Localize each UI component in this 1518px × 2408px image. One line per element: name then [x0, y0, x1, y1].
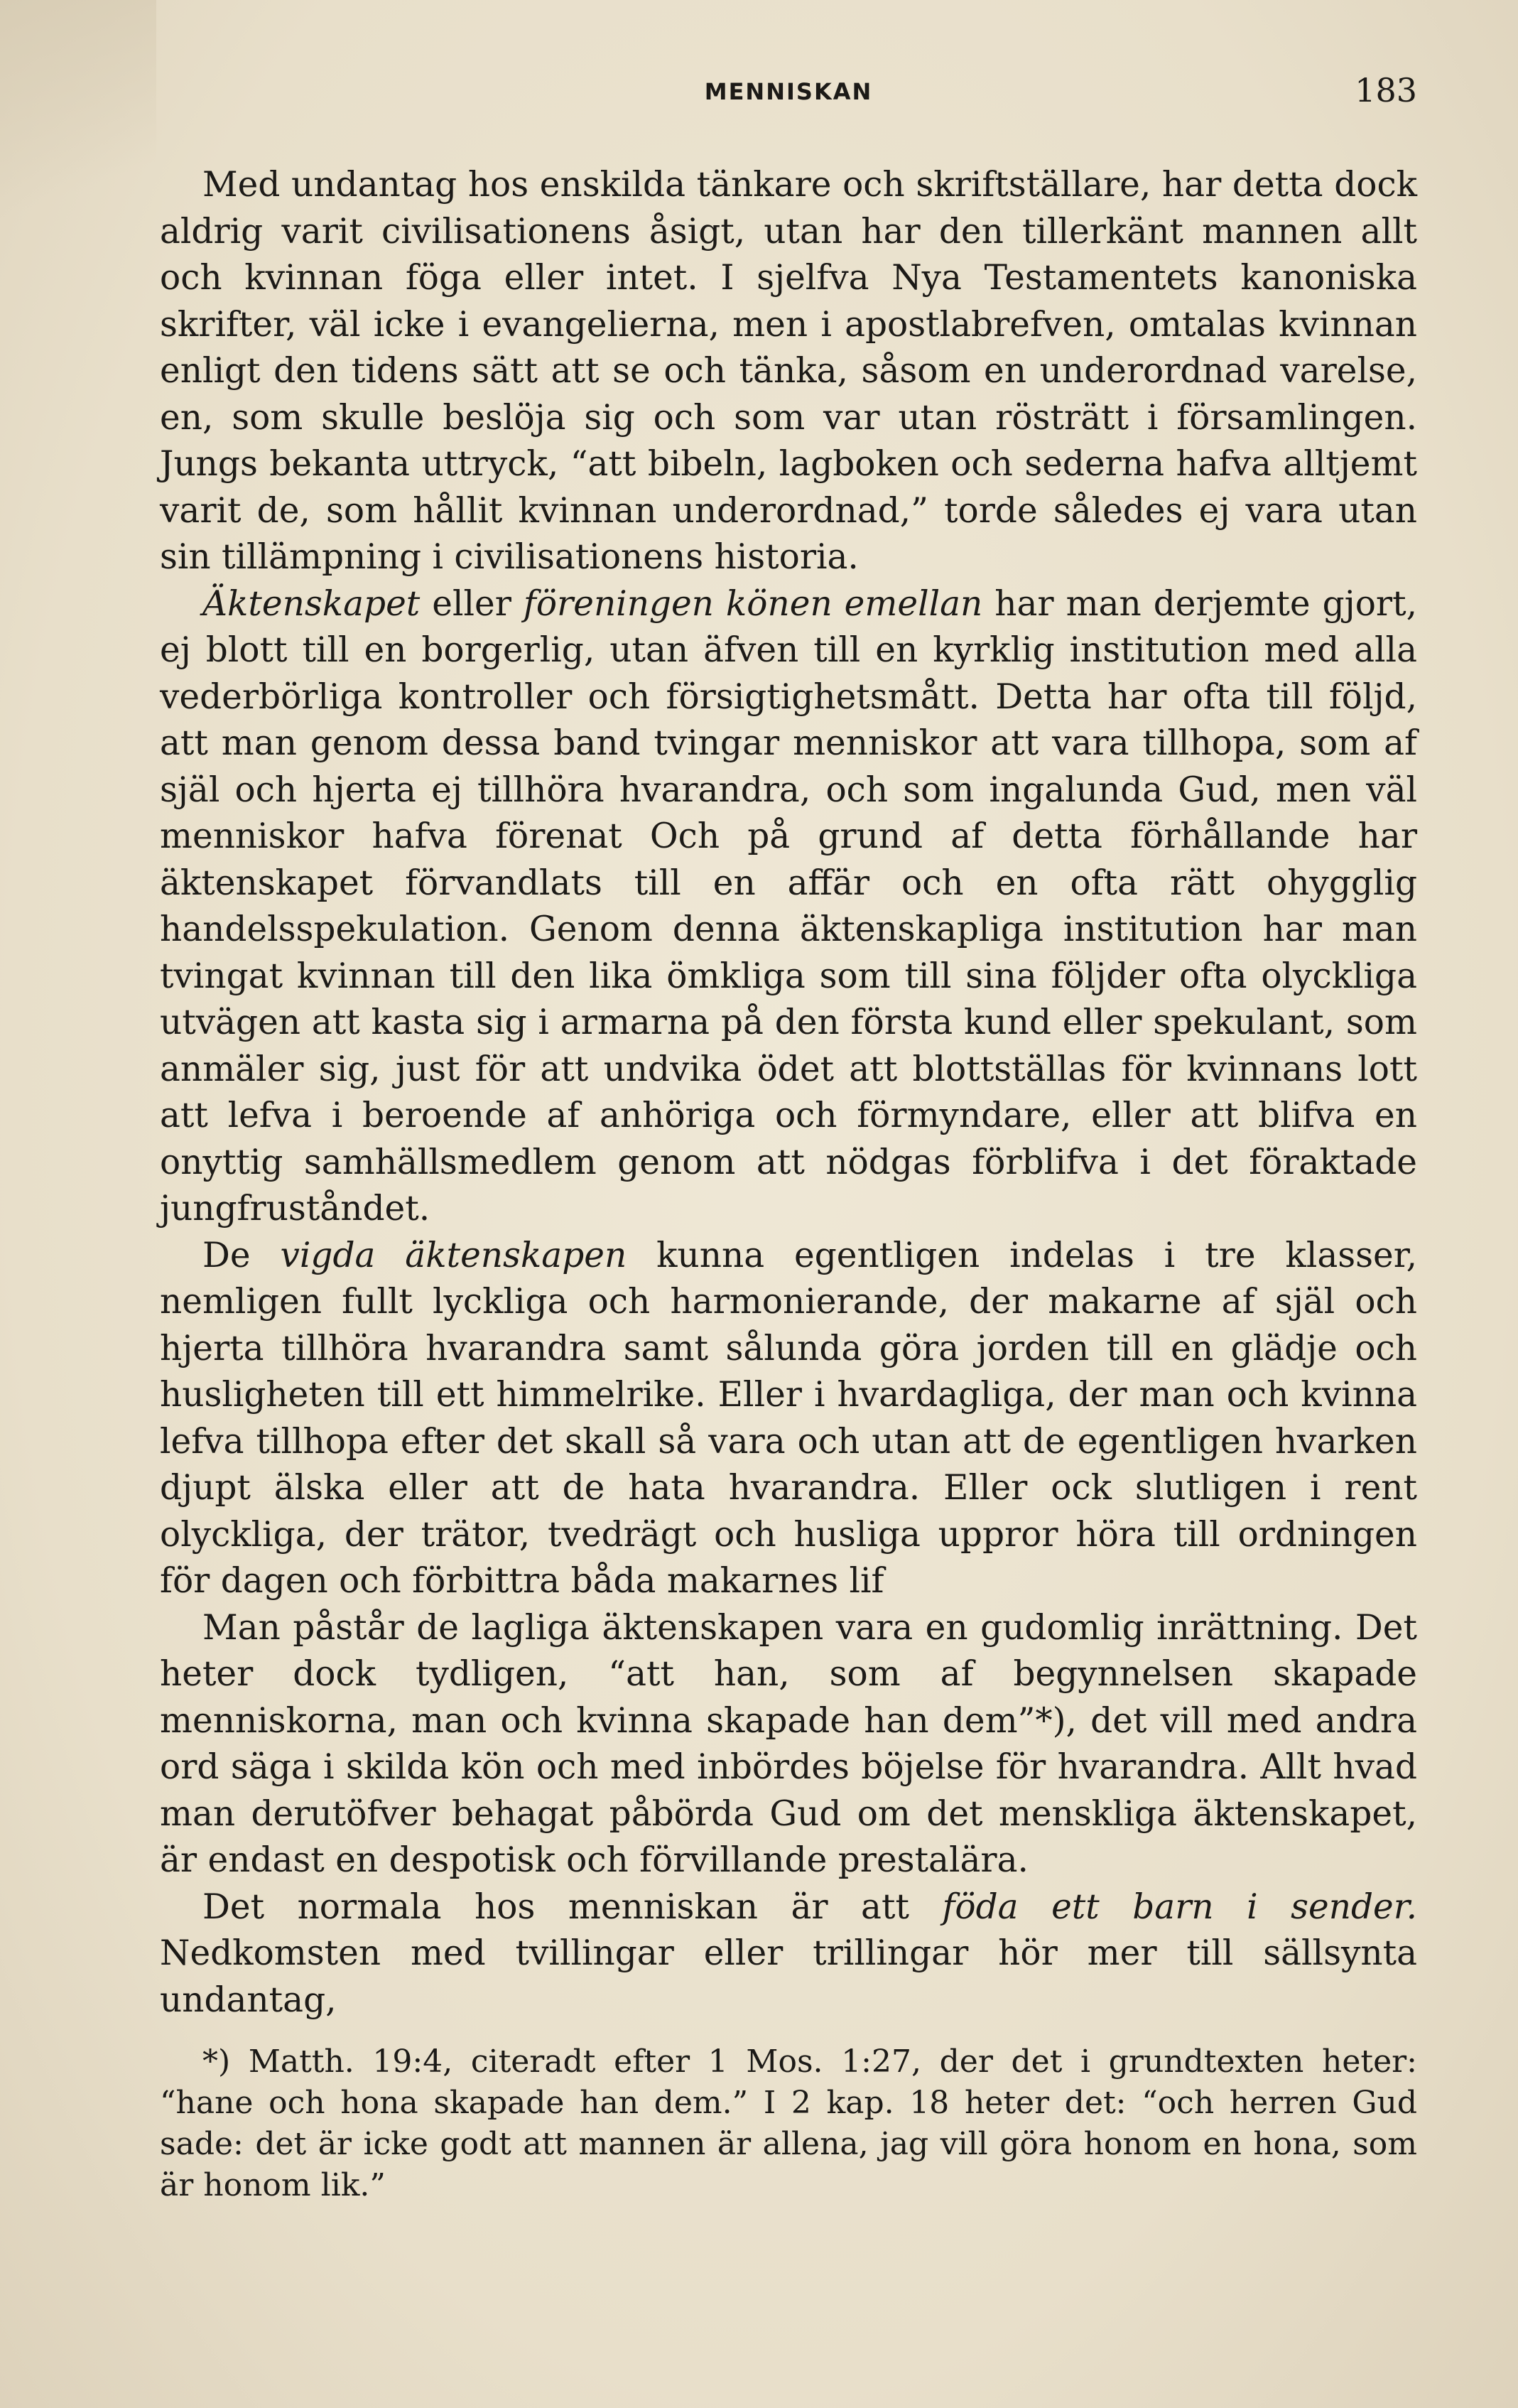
footnote-text: *) Matth. 19:4, citeradt efter 1 Mos. 1:27, der det i grundtexten heter: “hane och hona skapade han dem.” I 2 kap. 18 heter det: “och herren Gud sade: det är icke godt att mannen är allena, jag vill göra honom en hona, som är honom lik.” — [160, 2043, 1417, 2203]
text-run: De — [202, 1235, 281, 1275]
text-run: Man påstår de lagliga äktenskapen vara en gudomlig inrättning. Det heter dock tydligen, “att han, som af begynnelsen skapade menniskorna, man och kvinna skapade han dem”*), det vill med andra ord säga i skilda kön och med inbördes böjelse för hvarandra. Allt hvad man derutöfver behagat påbörda Gud om det menskliga äktenskapet, är endast en despotisk och förvillande prestalära. — [160, 1607, 1417, 1880]
paragraph — [160, 1233, 1417, 1605]
text-run: Nedkomsten med tvillingar eller trillingar hör mer till sällsynta undantag, — [160, 1933, 1417, 2020]
text-run: kunna egentligen indelas i tre klasser, nemligen fullt lyckliga och harmonierande, der makarne af själ och hjerta tillhöra hvarandra samt sålunda göra jorden till en glädje och husligheten till ett himmelrike. Eller i hvardagliga, der man och kvinna lefva tillhopa efter det skall så vara och utan att de egentligen hvarken djupt älska eller att de hata hvarandra. Eller ock slutligen i rent olyckliga, der trätor, tvedrägt och husliga uppror höra till ordningen för dagen och förbittra båda makarnes lif — [160, 1235, 1417, 1601]
footnote — [160, 2041, 1417, 2206]
running-head: MENNISKAN — [704, 78, 873, 105]
text-run: har man derjemte gjort, ej blott till en borgerlig, utan äfven till en kyrklig institution med alla vederbörliga kontroller och försigtighetsmått. Detta har ofta till följd, att man genom dessa band tvingar menniskor att vara tillhopa, som af själ och hjerta ej tillhöra hvarandra, och som ingalunda Gud, men väl menniskor hafva förenat Och på grund af detta förhållande har äktenskapet förvandlats till en affär och en ofta rätt ohygglig handelsspekulation. Genom denna äktenskapliga institution har man tvingat kvinnan till den lika ömkliga som till sina följder ofta olyckliga utvägen att kasta sig i armarna på den första kund eller spekulant, som anmäler sig, just för att undvika ödet att blottställas för kvinnans lott att lefva i beroende af anhöriga och förmyndare, eller att blifva en onyttig samhällsmedlem genom att nödgas förblifva i det föraktade jungfruståndet. — [160, 583, 1417, 1229]
text-run: Med undantag hos enskilda tänkare och skriftställare, har detta dock aldrig varit civilisationens åsigt, utan har den tillerkänt mannen allt och kvinnan föga eller intet. I sjelfva Nya Testamentets kanoniska skrifter, väl icke i evangelierna, men i apostlabrefven, omtalas kvinnan enligt den tidens sätt att se och tänka, såsom en underordnad varelse, en, som skulle beslöja sig och som var utan rösträtt i församlingen. Jungs bekanta uttryck, “att bibeln, lagboken och sederna hafva alltjemt varit de, som hållit kvinnan underordnad,” torde således ej vara utan sin tillämpning i civilisationens historia. — [160, 165, 1417, 577]
paragraph — [160, 162, 1417, 581]
italic-phrase: föda ett barn i sender. — [942, 1886, 1417, 1927]
paragraph — [160, 581, 1417, 1233]
paragraph — [160, 1605, 1417, 1884]
italic-phrase: vigda äktenskapen — [280, 1235, 627, 1275]
paragraph — [160, 1884, 1417, 2024]
text-run: Det normala hos menniskan är att — [202, 1886, 943, 1927]
body-text — [160, 162, 1417, 2024]
page-corner-shadow — [0, 0, 156, 256]
page-header — [160, 71, 1417, 121]
italic-phrase: föreningen könen emellan — [523, 583, 983, 624]
text-run: eller — [420, 583, 524, 624]
italic-phrase: Äktenskapet — [202, 583, 421, 624]
page-number: 183 — [1355, 71, 1417, 109]
